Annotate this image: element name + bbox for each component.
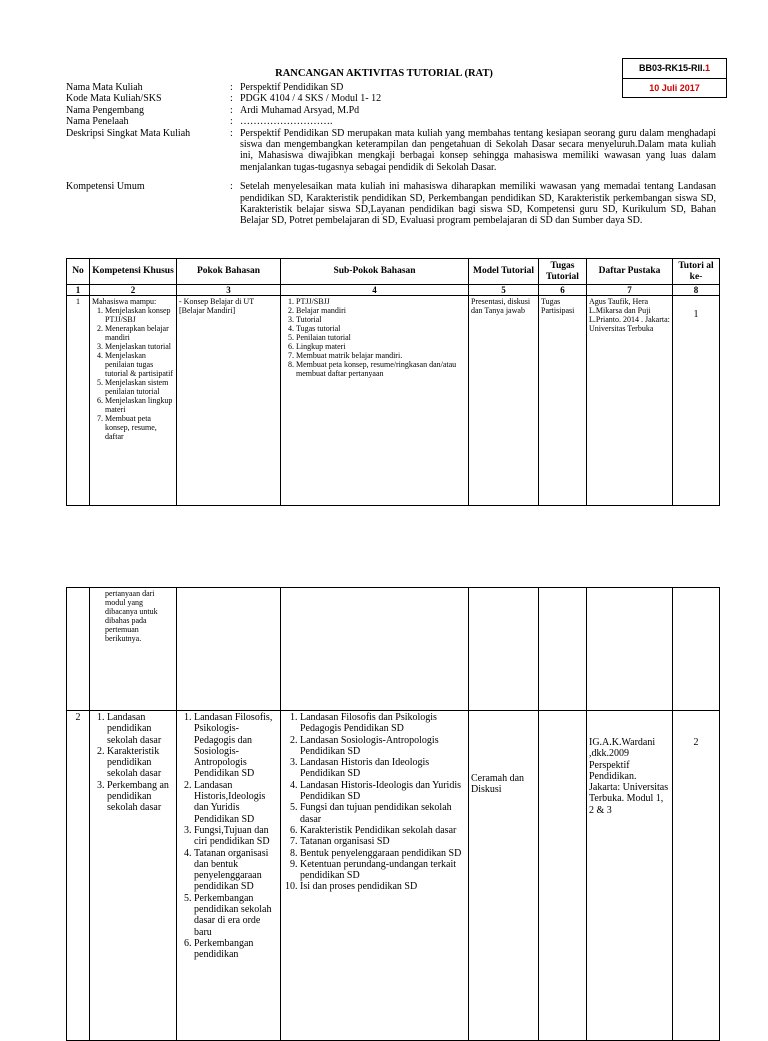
header-tutorial-ke: Tutori al ke- (673, 259, 720, 285)
competency-cell-continued: pertanyaan dari modul yang dibacanya untuk dibahas pada pertemuan berikutnya. (90, 588, 177, 711)
document-code: BB03-RK15-RII.1 (623, 59, 726, 79)
competency-cell: Mahasiswa mampu: 1. Menjelaskan konsep PTJJ/SBJ 2. Menerapkan belajar mandiri 3. Menjelaskan tutorial 4. Menjelaskan penilaian tugas tutorial & partisipatif 5. Menjelaskan sistem penilaian tutorial 6. Menjelaskan lingkup materi 7. Membuat peta konsep, resume, daftar (90, 296, 177, 506)
competency-cell: 1. Landasan pendidikan sekolah dasar 2. Karakteristik pendidikan sekolah dasar 3. Perkembang an pendidikan sekolah dasar (90, 711, 177, 1041)
tutorial-number: 2 (673, 711, 720, 1041)
header-kompetensi: Kompetensi Khusus (90, 259, 177, 285)
topic-cell: - Konsep Belajar di UT [Belajar Mandiri] (177, 296, 281, 506)
developer-row: Nama Pengembang : Ardi Muhamad Arsyad, M.Pd (66, 104, 360, 116)
rat-table-continued (66, 587, 720, 1041)
header-tugas: Tugas Tutorial (539, 259, 587, 285)
task-cell (539, 711, 587, 1041)
reference-cell: Agus Taufik, Hera L.Mikarsa dan Puji L.Prianto. 2014 . Jakarta: Universitas Terbuka (587, 296, 673, 506)
header-no: No (67, 259, 90, 285)
rat-table (66, 258, 720, 506)
competency-row: Kompetensi Umum : Setelah menyelesaikan mata kuliah ini mahasiswa diharapkan memiliki wawasan yang memadai tentang Landasan pendidikan SD, Karakteristik pendidikan SD, Perkembangan pendidikan SD, Karakteristik perkembangan siswa SD, Karakteristik belajar siswa SD,Layanan pendidikan bagi siswa SD, Kompetensi guru SD, Kurikulum SD, Bahan Belajar SD, Potret pembelajaran di SD, Evaluasi program pembelajaran di SD dan Sumber daya SD. (66, 181, 716, 227)
model-cell: Ceramah dan Diskusi (469, 711, 539, 1041)
task-cell: Tugas Partisipasi (539, 296, 587, 506)
model-cell: Presentasi, diskusi dan Tanya jawab (469, 296, 539, 506)
subtopic-cell: 1. PTJJ/SBJJ 2. Belajar mandiri 3. Tutorial 4. Tugas tutorial 5. Penilaian tutorial 6. Lingkup materi 7. Membuat matrik belajar mandiri. 8. Membuat peta konsep, resume/ringkasan dan/atau membuat daftar pertanyaan (281, 296, 469, 506)
table-row (67, 588, 720, 711)
header-pustaka: Daftar Pustaka (587, 259, 673, 285)
document-title: RANCANGAN AKTIVITAS TUTORIAL (RAT) (275, 68, 493, 79)
tutorial-number: 1 (673, 296, 720, 506)
course-name-row: Nama Mata Kuliah : Perspektif Pendidikan SD (66, 82, 344, 93)
reference-cell: IG.A.K.Wardani ,dkk.2009 Perspektif Pendidikan. Jakarta: Universitas Terbuka. Modul 1, 2 & 3 (587, 711, 673, 1041)
subtopic-cell: 1. Landasan Filosofis dan Psikologis Pedagogis Pendidikan SD 2. Landasan Sosiologis-Antropologis Pendidikan SD 3. Landasan Historis dan Ideologis Pendidikan SD 4. Landasan Historis-Ideologis dan Yuridis Pendidikan SD 5. Fungsi dan tujuan pendidikan sekolah dasar 6. Karakteristik Pendidikan sekolah dasar 7. Tatanan organisasi SD 8. Bentuk penyelenggaraan pendidikan SD 9. Ketentuan perundang-undangan terkait pendidikan SD 10. Isi dan proses pendidikan SD (281, 711, 469, 1041)
table-row: 2 1. Landasan pendidikan sekolah dasar 2. Karakteristik pendidikan sekolah dasar 3. Perkembang an pendidikan sekolah dasar 1. Landasan Filosofis, Psikologis-Pedagogis dan Sosiologis-Antropologis Pendidikan SD 2. Landasan Historis,Ideologis dan Yuridis Pendidikan SD 3. Fungsi,Tujuan dan ciri pendidikan SD 4. Tatanan organisasi dan bentuk penyelenggaraan pendidikan SD 5. Perkembangan pendidikan sekolah dasar di era orde baru 6. Perkembangan pendidikan 1. Landasan Filosofis dan Psikologis Pedagogis Pendidikan SD 2. Landasan Sosiologis-Antropologis Pendidikan SD 3. Landasan Historis dan Ideologis Pendidikan SD 4. Landasan Historis-Ideologis dan Yuridis Pendidikan SD 5. Fungsi dan tujuan pendidikan sekolah dasar 6. Karakteristik Pendidikan sekolah dasar 7. Tatanan organisasi SD 8. Bentuk penyelenggaraan pendidikan SD 9. Ketentuan perundang-undangan terkait pendidikan SD 10. Isi dan proses pendidikan SD Ceramah dan Diskusi IG.A.K.Wardani ,dkk.2009 Perspektif Pendidikan. Jakarta: Universitas Terbuka. Modul 1, 2 & 3 2 (67, 711, 720, 1041)
header-sub-pokok: Sub-Pokok Bahasan (281, 259, 469, 285)
topic-cell: 1. Landasan Filosofis, Psikologis-Pedagogis dan Sosiologis-Antropologis Pendidikan SD 2. Landasan Historis,Ideologis dan Yuridis Pendidikan SD 3. Fungsi,Tujuan dan ciri pendidikan SD 4. Tatanan organisasi dan bentuk penyelenggaraan pendidikan SD 5. Perkembangan pendidikan sekolah dasar di era orde baru 6. Perkembangan pendidikan (177, 711, 281, 1041)
document-date: 10 Juli 2017 (649, 83, 700, 93)
header-pokok: Pokok Bahasan (177, 259, 281, 285)
course-info (66, 82, 716, 227)
header-model: Model Tutorial (469, 259, 539, 285)
table-row: 1 Mahasiswa mampu: 1. Menjelaskan konsep PTJJ/SBJ 2. Menerapkan belajar mandiri 3. Menjelaskan tutorial 4. Menjelaskan penilaian tugas tutorial & partisipatif 5. Menjelaskan sistem penilaian tutorial 6. Menjelaskan lingkup materi 7. Membuat peta konsep, resume, daftar - Konsep Belajar di UT [Belajar Mandiri] 1. PTJJ/SBJJ 2. Belajar mandiri 3. Tutorial 4. Tugas tutorial 5. Penilaian tutorial 6. Lingkup materi 7. Membuat matrik belajar mandiri. 8. Membuat peta konsep, resume/ringkasan dan/atau membuat daftar pertanyaan Presentasi, diskusi dan Tanya jawab Tugas Partisipasi Agus Taufik, Hera L.Mikarsa dan Puji L.Prianto. 2014 . Jakarta: Universitas Terbuka 1 (67, 296, 720, 506)
reviewer-row: Nama Penelaah : ………………………. (66, 116, 333, 128)
course-code-row: Kode Mata Kuliah/SKS : PDGK 4104 / 4 SKS / Modul 1- 12 (66, 93, 382, 105)
index-row: 1 2 3 4 5 6 7 8 (67, 285, 720, 296)
header-row (67, 259, 720, 285)
description-row: Deskripsi Singkat Mata Kuliah : Perspektif Pendidikan SD merupakan mata kuliah yang membahas tentang kesiapan seorang guru dalam menghadapi siswa dan mengembangkan keterampilan dan pengetahuan di Sekolah Dasar secara menyeluruh.Dalam mata kuliah ini, Mahasiswa diwajibkan mengkaji berbagai konsep sehingga mahasiswa memiliki wawasan yang luas dalam menjalankan tugas-tugasnya sebagai pendidik di Sekolah Dasar. (66, 127, 716, 173)
